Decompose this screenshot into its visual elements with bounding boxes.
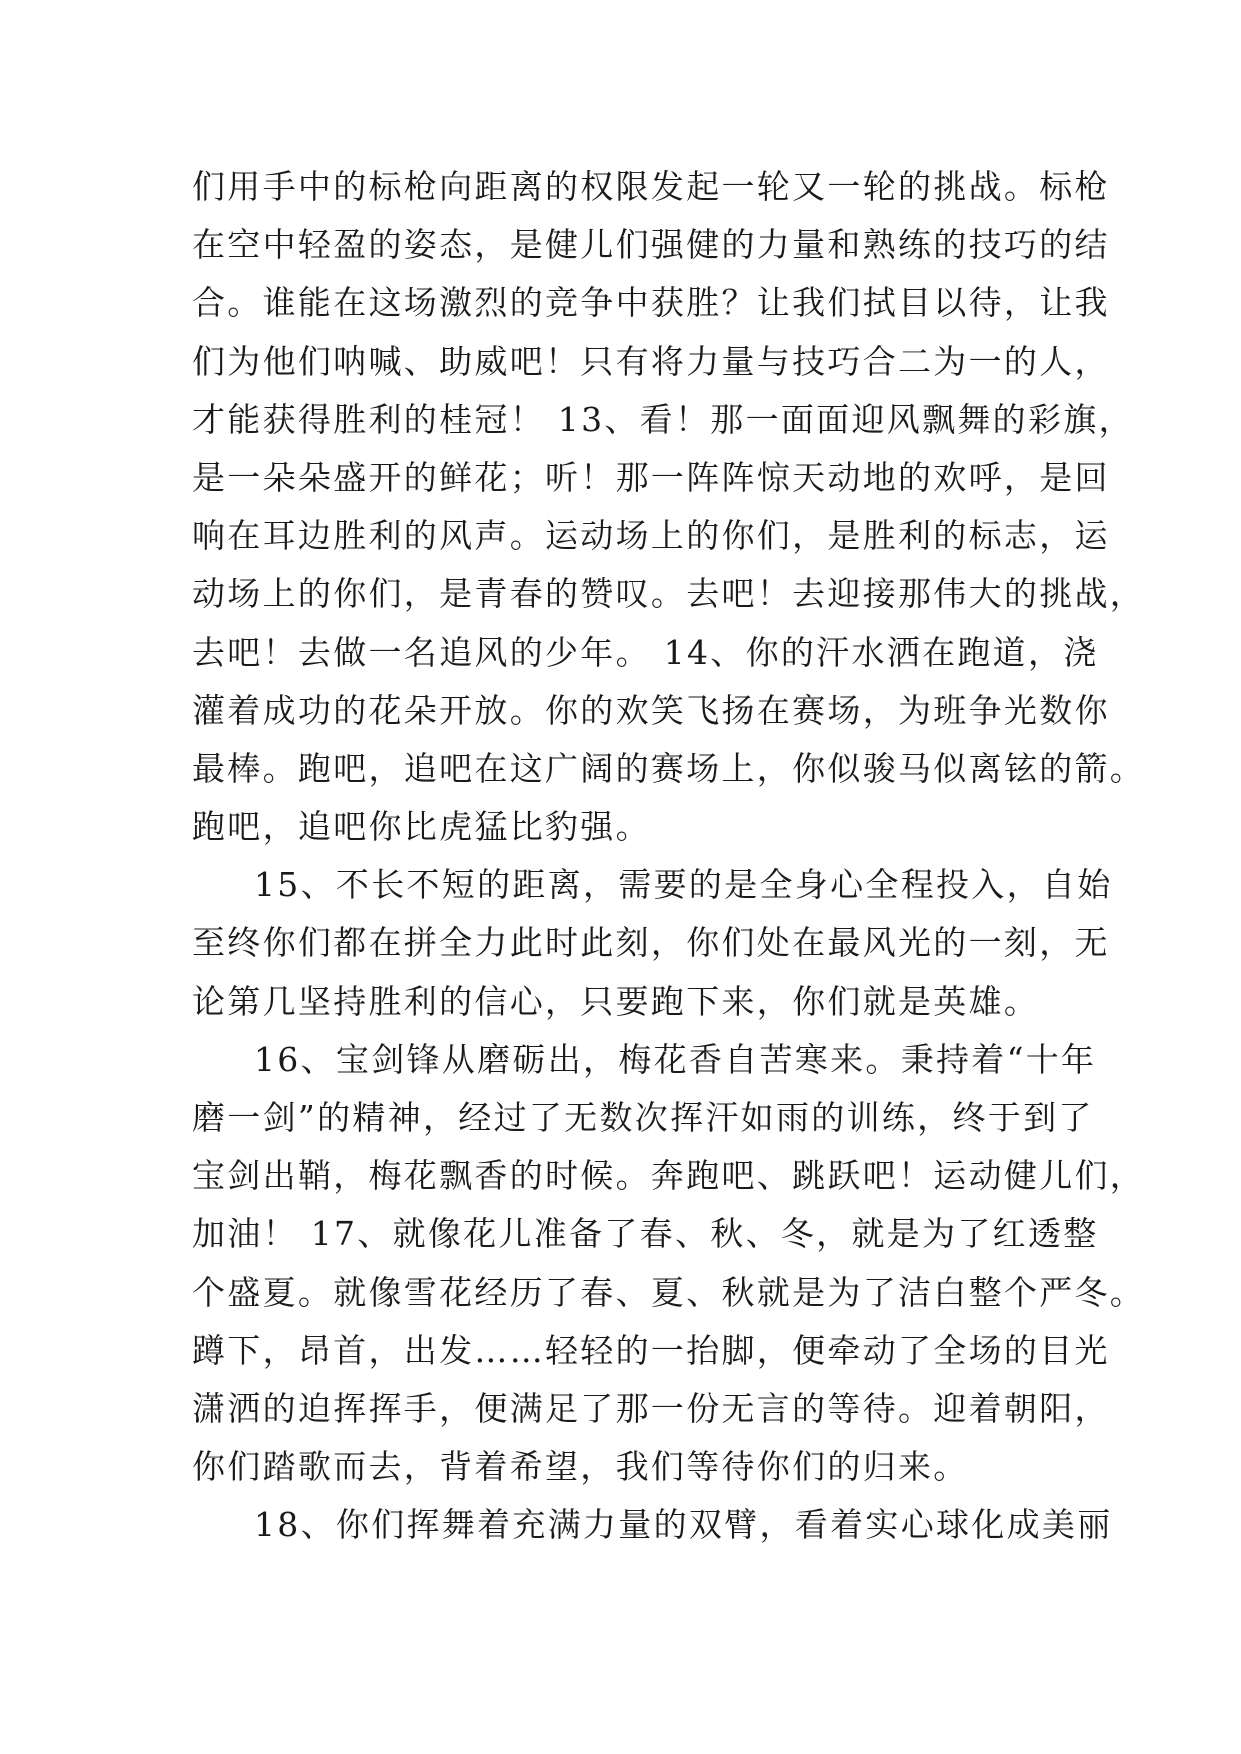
text-line: 合。谁能在这场激烈的竞争中获胜？让我们拭目以待，让我 <box>192 283 1110 323</box>
body-text <box>192 158 1146 1555</box>
text-line: 们为他们呐喊、助威吧！只有将力量与技巧合二为一的人， <box>192 341 1110 381</box>
text-line: 是一朵朵盛开的鲜花；听！那一阵阵惊天动地的欢呼，是回 <box>192 457 1110 497</box>
text-line: 响在耳边胜利的风声。运动场上的你们，是胜利的标志，运 <box>192 516 1110 556</box>
text-line: 们用手中的标枪向距离的权限发起一轮又一轮的挑战。标枪 <box>192 167 1110 206</box>
text-line: 至终你们都在拼全力此时此刻，你们处在最风光的一刻，无 <box>192 923 1110 963</box>
text-line: 最棒。跑吧，追吧在这广阔的赛场上，你似骏马似离铉的箭。 <box>192 748 1146 788</box>
text-line: 磨一剑”的精神，经过了无数次挥汗如雨的训练，终于到了 <box>192 1098 1094 1137</box>
text-line: 去吧！去做一名追风的少年。 14、你的汗水洒在跑道，浇 <box>192 632 1099 672</box>
text-line: 灌着成功的花朵开放。你的欢笑飞扬在赛场，为班争光数你 <box>192 690 1110 730</box>
text-line: 论第几坚持胜利的信心，只要跑下来，你们就是英雄。 <box>192 981 1040 1021</box>
text-line: 蹲下，昂首，出发……轻轻的一抬脚，便牵动了全场的目光 <box>192 1330 1110 1370</box>
text-line: 动场上的你们，是青春的赞叹。去吧！去迎接那伟大的挑战， <box>192 574 1146 614</box>
text-line: 跑吧，追吧你比虎猛比豹强。 <box>192 807 651 847</box>
text-line: 你们踏歌而去，背着希望，我们等待你们的归来。 <box>192 1447 969 1487</box>
text-line: 加油！ 17、就像花儿准备了春、秋、冬，就是为了红透整 <box>192 1214 1099 1254</box>
text-line: 潇洒的迫挥挥手，便满足了那一份无言的等待。迎着朝阳， <box>192 1388 1110 1428</box>
text-line: 才能获得胜利的桂冠！ 13、看！那一面面迎风飘舞的彩旗， <box>192 399 1134 439</box>
text-line: 个盛夏。就像雪花经历了春、夏、秋就是为了洁白整个严冬。 <box>192 1272 1146 1312</box>
text-line: 16、宝剑锋从磨砺出，梅花香自苦寒来。秉持着“十年 <box>254 1039 1097 1079</box>
text-line: 15、不长不短的距离，需要的是全身心全程投入，自始 <box>254 865 1113 905</box>
text-line: 宝剑出鞘，梅花飘香的时候。奔跑吧、跳跃吧！运动健儿们， <box>192 1156 1146 1196</box>
text-line: 在空中轻盈的姿态，是健儿们强健的力量和熟练的技巧的结 <box>192 225 1110 265</box>
text-line: 18、你们挥舞着充满力量的双臂，看着实心球化成美丽 <box>254 1505 1113 1545</box>
